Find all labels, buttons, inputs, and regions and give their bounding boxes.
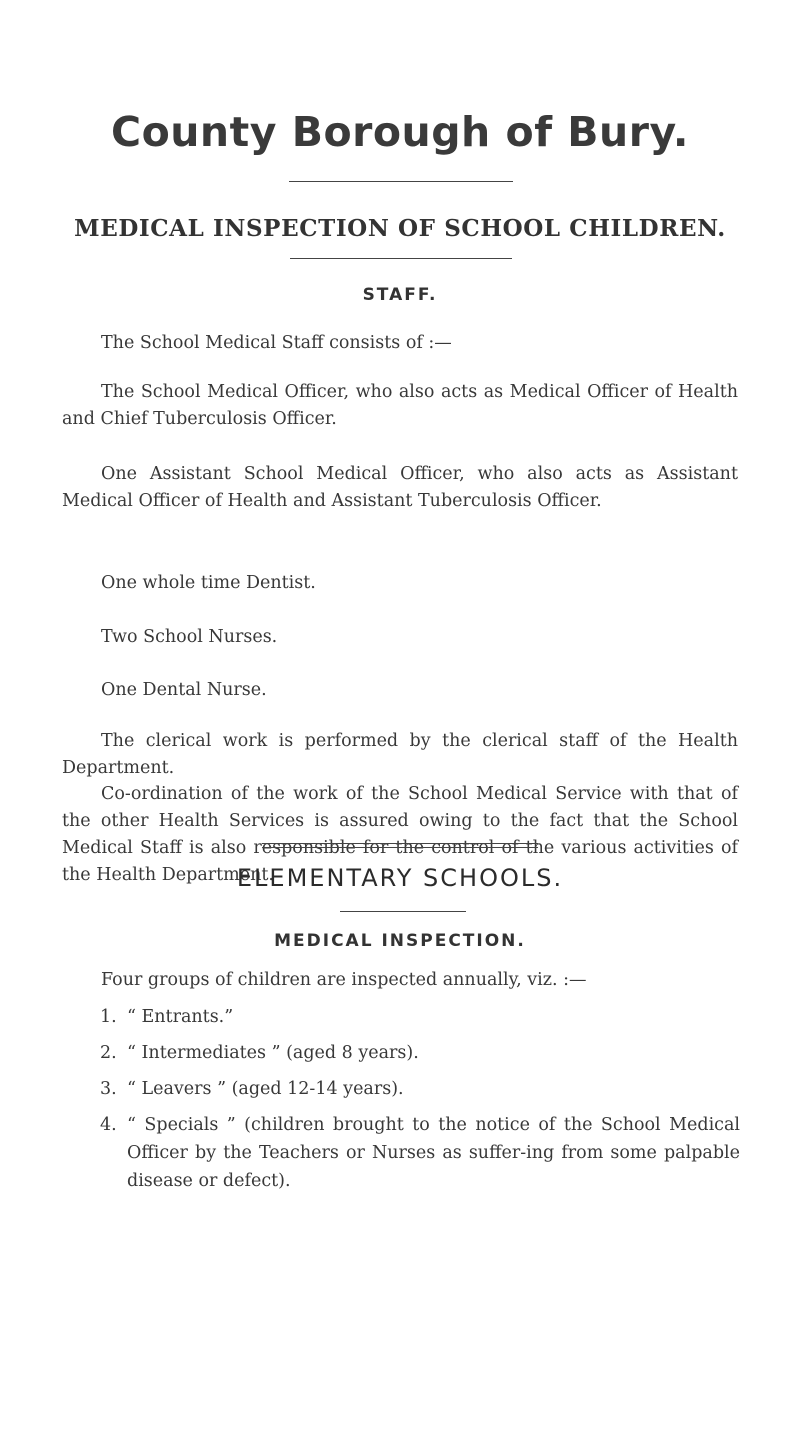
list-item-number: 3. bbox=[100, 1079, 117, 1099]
list-item-text: “ Entrants.” bbox=[127, 1007, 234, 1027]
staff-member-dental-nurse: One Dental Nurse. bbox=[101, 680, 267, 700]
list-item bbox=[100, 1039, 740, 1067]
list-item-number: 1. bbox=[100, 1007, 117, 1027]
page-title: County Borough of Bury. bbox=[110, 108, 689, 156]
subtitle-divider bbox=[290, 258, 512, 259]
groups-intro: Four groups of children are inspected annually, viz. :— bbox=[101, 970, 587, 990]
section-double-rule-top bbox=[262, 843, 538, 844]
list-item-text: “ Leavers ” (aged 12-14 years). bbox=[127, 1079, 404, 1099]
staff-member-medical-officer: The School Medical Officer, who also acts as Medical Officer of Health and Chief Tuberculosis Officer. bbox=[62, 382, 738, 429]
staff-heading: STAFF. bbox=[362, 285, 438, 305]
coordination-paragraph: Co-ordination of the work of the School Medical Service with that of the other Health Services is assured owing to the fact that the School Medical Staff is also responsible for the control of the various activities of the Health Department. bbox=[62, 784, 738, 885]
section-double-rule-bottom bbox=[262, 847, 538, 848]
document-subtitle: MEDICAL INSPECTION OF SCHOOL CHILDREN. bbox=[74, 215, 726, 242]
staff-intro: The School Medical Staff consists of :— bbox=[101, 333, 452, 353]
elementary-divider bbox=[340, 911, 466, 912]
list-item bbox=[100, 1075, 740, 1103]
staff-member-dentist: One whole time Dentist. bbox=[101, 573, 316, 593]
clerical-paragraph: The clerical work is performed by the clerical staff of the Health Department. bbox=[62, 731, 738, 778]
staff-member-nurses: Two School Nurses. bbox=[101, 627, 278, 647]
list-item-number: 2. bbox=[100, 1043, 117, 1063]
list-item-text: “ Specials ” (children brought to the notice of the School Medical Officer by the Teachers or Nurses as suffer-ing from some palpable disease or defect). bbox=[127, 1115, 740, 1191]
title-divider bbox=[289, 181, 513, 182]
list-item-number: 4. bbox=[100, 1115, 117, 1135]
medical-inspection-heading: MEDICAL INSPECTION. bbox=[274, 931, 526, 951]
list-item bbox=[100, 1003, 740, 1031]
staff-member-assistant-officer: One Assistant School Medical Officer, who also acts as Assistant Medical Officer of Health and Assistant Tuberculosis Officer. bbox=[62, 464, 738, 511]
list-item-text: “ Intermediates ” (aged 8 years). bbox=[127, 1043, 419, 1063]
list-item bbox=[100, 1111, 740, 1195]
elementary-schools-heading: ELEMENTARY SCHOOLS. bbox=[236, 864, 564, 892]
